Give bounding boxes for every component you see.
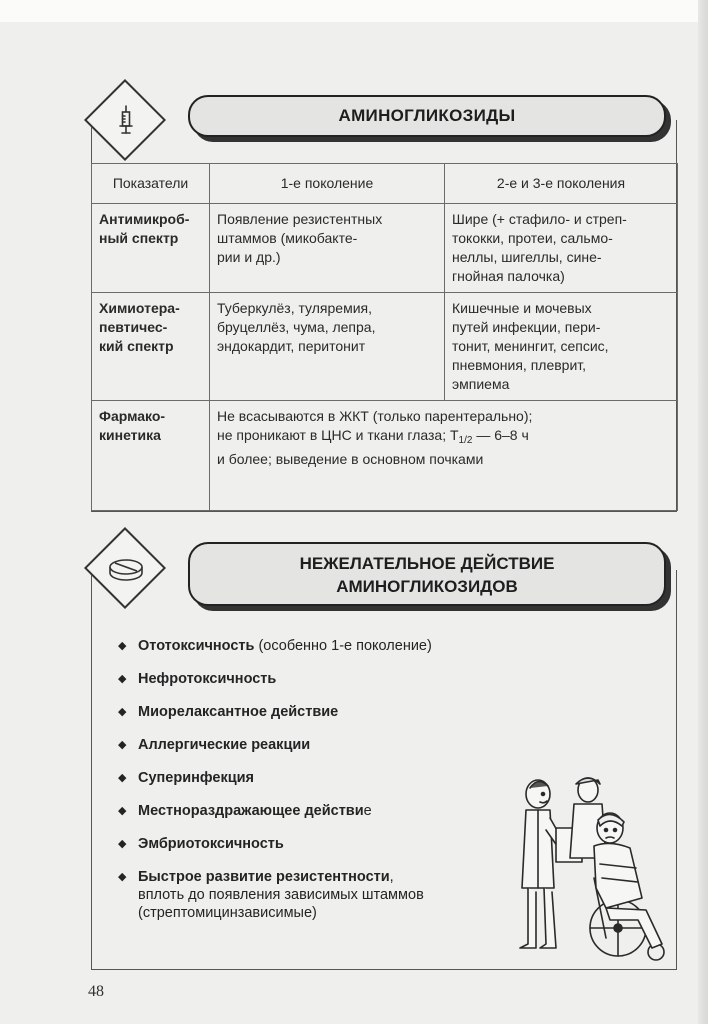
page-top-edge	[0, 0, 708, 22]
item-bold: Нефротоксичность	[138, 671, 277, 687]
item-bold: Миорелаксантное действие	[138, 704, 339, 720]
adverse-title-line2: АМИНОГЛИКОЗИДОВ	[336, 577, 518, 596]
adverse-title-banner	[188, 542, 666, 606]
list-item	[118, 835, 538, 853]
row-label-pharmacokinetics: Фармако- кинетика	[92, 401, 210, 511]
page-edge-shadow	[698, 0, 708, 1024]
cell-gen1-antimicrobial: Появление резистентных штаммов (микобакте- рии и др.)	[210, 204, 445, 293]
aminoglycosides-title: АМИНОГЛИКОЗИДЫ	[338, 106, 516, 125]
table-header-row	[92, 164, 678, 204]
item-note: , вплоть до появления зависимых штаммов (стрептомицинзависимые)	[138, 869, 424, 921]
item-bold: Быстрое развитие резистентности	[138, 869, 390, 885]
table-row	[92, 204, 678, 293]
item-bold: Аллергические реакции	[138, 737, 311, 753]
table-row	[92, 401, 678, 511]
aminoglycosides-title-banner	[188, 95, 666, 137]
header-gen23: 2-е и 3-е поколения	[445, 164, 678, 204]
pill-icon	[106, 553, 146, 585]
item-bold: Эмбриотоксичность	[138, 836, 284, 852]
item-bold: Ототоксичность	[138, 638, 255, 654]
header-indicators: Показатели	[92, 164, 210, 204]
cell-pharmacokinetics	[210, 401, 678, 511]
list-item	[118, 703, 538, 721]
adverse-title-line1: НЕЖЕЛАТЕЛЬНОЕ ДЕЙСТВИЕ	[299, 554, 555, 573]
syringe-icon	[110, 104, 142, 136]
doctor-patient-illustration	[510, 768, 670, 964]
adverse-effects-list	[118, 637, 538, 937]
pharmacokinetics-text-1: Не всасываются в ЖКТ (только парентерально); не проникают в ЦНС и ткани глаза; T	[217, 408, 533, 443]
item-bold: Суперинфекция	[138, 770, 254, 786]
row-label-antimicrobial: Антимикроб- ный спектр	[92, 204, 210, 293]
page-number: 48	[88, 983, 104, 1000]
list-item	[118, 637, 538, 655]
cell-gen23-chemotherapeutic: Кишечные и мочевых путей инфекции, пери- тонит, менингит, сепсис, пневмония, плеврит, эмпиема	[445, 293, 678, 401]
list-item	[118, 736, 538, 754]
item-note: (особенно 1-е поколение)	[254, 638, 432, 654]
cell-gen23-antimicrobial: Шире (+ стафило- и стреп- тококки, протеи, сальмо- неллы, шигеллы, сине- гнойная палочка)	[445, 204, 678, 293]
list-item	[118, 670, 538, 688]
aminoglycosides-table	[91, 163, 678, 511]
table-row	[92, 293, 678, 401]
item-bold: Местнораздражающее действи	[138, 803, 364, 819]
list-item	[118, 868, 538, 922]
half-life-subscript: 1/2	[458, 435, 473, 446]
cell-gen1-chemotherapeutic: Туберкулёз, туляремия, бруцеллёз, чума, лепра, эндокардит, перитонит	[210, 293, 445, 401]
row-label-chemotherapeutic: Химиотера- певтичес- кий спектр	[92, 293, 210, 401]
list-item	[118, 802, 538, 820]
list-item	[118, 769, 538, 787]
item-note: е	[363, 803, 372, 819]
pharmacokinetics-text-2: — 6–8 ч и более; выведение в основном почками	[217, 427, 529, 467]
header-gen1: 1-е поколение	[210, 164, 445, 204]
